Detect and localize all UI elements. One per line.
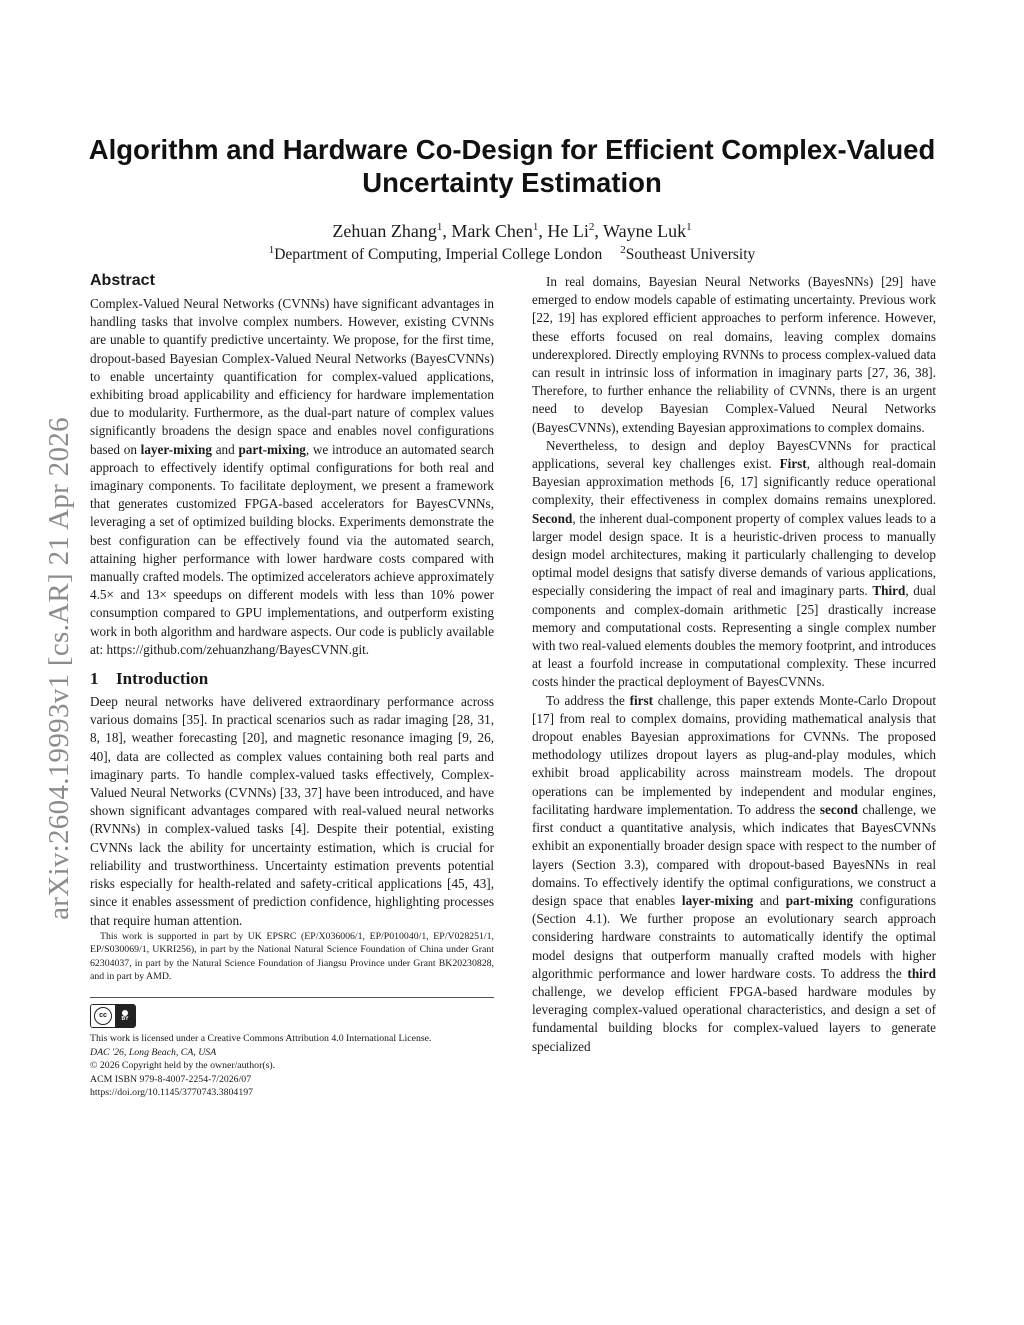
- term-first: first: [629, 692, 654, 708]
- term-second: Second: [532, 510, 573, 526]
- cc-badge-icon: [90, 1004, 136, 1028]
- author-affil-mark: 1: [436, 221, 443, 233]
- author-list: Zehuan Zhang$^1$, Mark Chen$^1$, He Li$^2$, Wayne Luk$^1$: [332, 221, 692, 241]
- affil-number: 1: [268, 244, 275, 256]
- intro-paragraph-3: Nevertheless, to design and deploy BayesCVNNs for practical applications, several key challenges exist. First, although real-domain Bayesian approximation methods [6, 17] significantly reduce operational complexity, their effectiveness in complex domains remains unexplored. Second, the inherent dual-component property of complex values leads to a larger model design space. It is a heuristic-driven process to manually design model architectures, making it particularly challenging to develop optimal model designs that satisfy diverse demands of various applications, especially considering the impact of real and imaginary parts. Third, dual components and complex-domain arithmetic [25] drastically increase memory and computational costs. Representing a single complex number with two real-valued elements doubles the memory footprint, and introduces at least a fourfold increase in computational complexity. These incurred costs hinder the practical deployment of BayesCVNNs.: [532, 437, 936, 690]
- term-second: second: [819, 801, 858, 817]
- right-column: [532, 273, 936, 1056]
- title-line-1: Algorithm and Hardware Co-Design for Efficient Complex-Valued: [88, 134, 936, 165]
- author-affil-mark: 1: [532, 221, 539, 233]
- section-title: Introduction: [116, 669, 209, 689]
- section-number: 1: [90, 669, 99, 689]
- affil-name: Department of Computing, Imperial College London: [274, 246, 603, 264]
- copyright: © 2026 Copyright held by the owner/author(s).: [90, 1060, 276, 1072]
- intro-heading: [90, 669, 494, 689]
- cc-by-license-badge: [90, 1004, 494, 1028]
- affiliation-list: [80, 240, 944, 265]
- author-name: Zehuan Zhang: [332, 221, 437, 241]
- isbn: ACM ISBN 979-8-4007-2254-7/2026/07: [90, 1073, 252, 1085]
- author-affil-mark: 1: [686, 221, 692, 233]
- affil-name: Southeast University: [625, 246, 756, 264]
- funding-note: This work is supported in part by UK EPSRC (EP/X036006/1, EP/P010040/1, EP/V028251/1, EP/S030069/1, UKRI256), in part by the National Natural Science Foundation of China under Grant 62304037, in part by the Natural Science Foundation of Jiangsu Province under Grant BK20230828, and in part by AMD.: [90, 930, 494, 982]
- term-third: third: [907, 965, 936, 981]
- publication-metadata: [90, 1032, 494, 1099]
- intro-paragraph-4: To address the first challenge, this paper extends Monte-Carlo Dropout [17] from real to complex domains, providing mathematical analysis that dropout enables Bayesian approximations for CVNNs. The proposed methodology utilizes dropout layers as plug-and-play modules, which exhibit broad applicability across mainstream models. The dropout operations can be implemented by independent and modular engines, facilitating hardware implementation. To address the second challenge, we first conduct a quantitative analysis, which indicates that BayesCVNNs exhibit an exponentially broader design space with respect to the number of layers (Section 3.3), compared with dropout-based BayesNNs in real domains. To effectively identify the optimal configurations, we construct a design space that enables layer-mixing and part-mixing configurations (Section 4.1). We further propose an evolutionary search approach considering hardware constraints to automatically identify the optimal model designs that outperform manually crafted models with higher algorithmic performance and lower hardware costs. To address the third challenge, we develop efficient FPGA-based hardware modules by leveraging complex-valued operational characteristics, and design a set of fundamental building blocks for complex-valued layers to generate specialized: [532, 692, 936, 1054]
- doi-link[interactable]: https://doi.org/10.1145/3770743.3804197: [90, 1086, 254, 1098]
- author-affil-mark: 2: [588, 221, 595, 233]
- license-text: This work is licensed under a Creative Commons Attribution 4.0 International License.: [90, 1033, 432, 1045]
- term-layer-mixing: layer-mixing: [140, 441, 212, 457]
- term-layer-mixing: layer-mixing: [681, 892, 754, 908]
- venue: DAC '26, Long Beach, CA, USA: [90, 1046, 217, 1058]
- title-line-2: Uncertainty Estimation: [362, 167, 662, 198]
- affil-number: 2: [620, 244, 626, 256]
- left-column: [90, 271, 494, 1099]
- abstract-text: Complex-Valued Neural Networks (CVNNs) have significant advantages in handling tasks that involve complex numbers. However, existing CVNNs are unable to quantify predictive uncertainty. We propose, for the first time, dropout-based Bayesian Complex-Valued Neural Networks (BayesCVNNs) to enable uncertainty quantification for complex-valued applications, exhibiting broad applicability and efficiency for hardware implementation due to modularity. Furthermore, as the dual-part nature of complex values significantly broadens the design space and enables novel configurations based on layer-mixing and part-mixing, we introduce an automated search approach to effectively identify optimal configurations for both real and imaginary components. To facilitate deployment, we present a framework that generates customized FPGA-based accelerators for BayesCVNNs, leveraging a set of optimized building blocks. Experiments demonstrate the best configuration can be effectively found via the automated search, attaining higher performance with lower hardware costs compared with manually crafted models. The optimized accelerators achieve approximately 4.5× and 13× speedups on different models with less than 10% power consumption compared to GPU implementations, and outperform existing work in both algorithm and hardware aspects. Our code is publicly available at: https://github.com/zehuanzhang/BayesCVNN.git.: [90, 296, 495, 657]
- author-name: Wayne Luk: [603, 221, 687, 241]
- paper-title: [80, 133, 944, 199]
- author-name: He Li: [547, 221, 589, 241]
- term-first: First: [779, 456, 807, 472]
- intro-paragraph-2: In real domains, Bayesian Neural Networks (BayesNNs) [29] have emerged to endow models capable of estimating uncertainty. Previous work [22, 19] has explored efficient approaches to perform inference. However, these efforts focused on real domains, leaving complex domains underexplored. Directly employing RVNNs to process complex-valued data can result in intrinsic loss of information in imaginary parts [27, 36, 38]. Therefore, to further enhance the reliability of CVNNs, there is an urgent need to develop Bayesian Complex-Valued Neural Networks (BayesCVNNs), extending Bayesian approximations to complex domains.: [532, 274, 936, 435]
- author-name: Mark Chen: [451, 221, 533, 241]
- term-third: Third: [872, 583, 906, 599]
- cc-logo: cc: [94, 1007, 112, 1025]
- cc-by-label: BY: [121, 1016, 129, 1023]
- intro-paragraph-1: Deep neural networks have delivered extraordinary performance across various domains [35]. In practical scenarios such as radar imaging [28, 31, 8, 18], weather forecasting [20], and magnetic resonance imaging [9, 26, 40], data are collected as complex values containing both real parts and imaginary parts. To handle complex-valued tasks effectively, Complex-Valued Neural Networks (CVNNs) [33, 37] have been introduced, and have shown significant advantages compared with real-valued neural networks (RVNNs) in complex-valued tasks [4]. Despite their potential, existing CVNNs lack the ability for uncertainty estimation, which is crucial for reliability and trustworthiness. Uncertainty estimation prevents potential risks especially for health-related and safety-critical applications [45, 43], since it enables assessment of prediction confidence, highlighting processes that require human attention.: [90, 694, 494, 928]
- arxiv-side-stamp: [42, 382, 76, 954]
- term-part-mixing: part-mixing: [238, 441, 306, 457]
- footnote-divider: [90, 997, 494, 998]
- abstract-heading: Abstract: [90, 272, 155, 289]
- term-part-mixing: part-mixing: [785, 892, 854, 908]
- arxiv-id: arXiv:2604.19993v1 [cs.AR] 21 Apr 2026: [42, 416, 75, 920]
